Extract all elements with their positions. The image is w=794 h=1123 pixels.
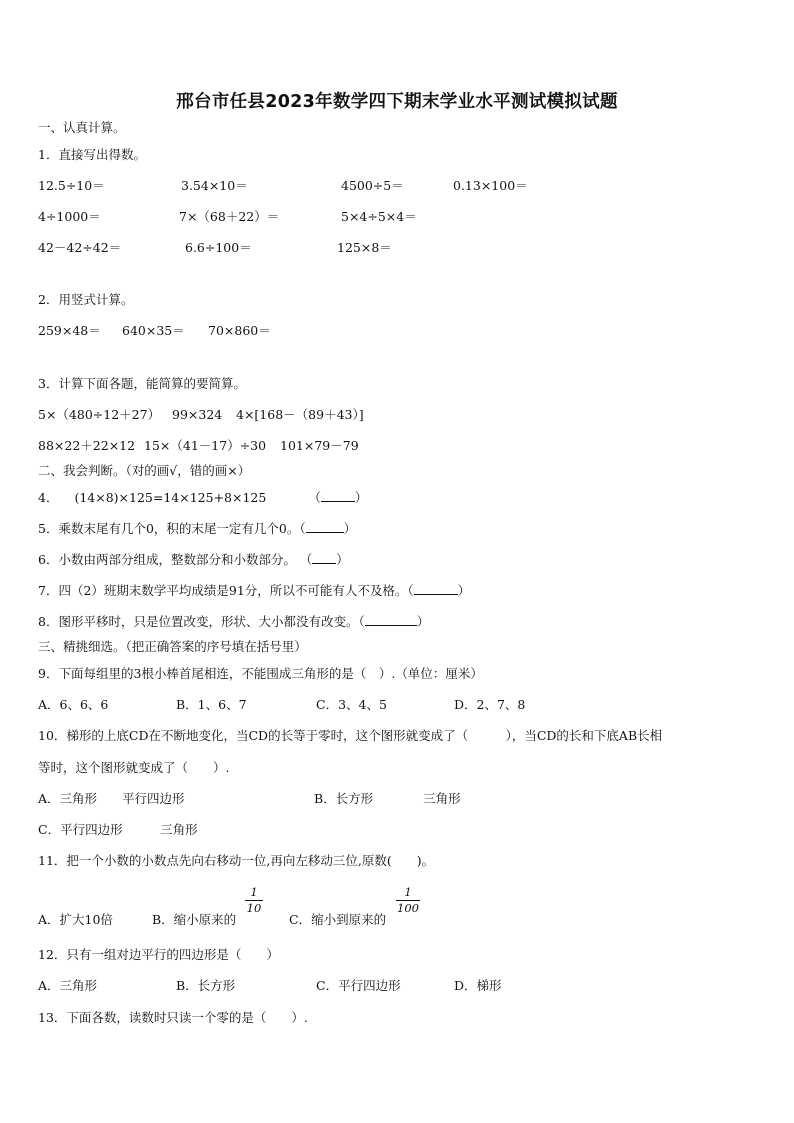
fraction-numerator: 1 (404, 885, 412, 899)
choice-option[interactable]: A．三角形 (38, 978, 98, 993)
question-1-stem: 1．直接写出得数。 (38, 147, 146, 162)
page-title: 邢台市任县2023年数学四下期末学业水平测试模拟试题 (176, 92, 618, 112)
choice-option[interactable]: A．扩大10倍 (38, 912, 113, 927)
calc-item: 4÷1000＝ (38, 209, 101, 224)
paren-open: （ (299, 521, 306, 536)
judge-statement: 乘数末尾有几个0，积的末尾一定有几个0。 (58, 521, 300, 536)
fraction-one-hundredth (396, 886, 420, 915)
paren-open: （ (358, 614, 365, 629)
section-heading-1: 一、认真计算。 (38, 120, 126, 135)
simplify-item: 99×324 (172, 407, 223, 422)
vertical-calc-item: 259×48＝ (38, 323, 101, 338)
simplify-item: 15×（41－17）÷30 (144, 438, 267, 453)
judge-statement: (14×8)×125=14×125+8×125 (74, 490, 267, 505)
calc-item: 12.5÷10＝ (38, 178, 105, 193)
answer-blank[interactable] (365, 614, 417, 626)
calc-item: 6.6÷100＝ (185, 240, 252, 255)
calc-item: 0.13×100＝ (453, 178, 528, 193)
judge-statement: 图形平移时，只是位置改变，形状、大小都没有改变。 (58, 614, 359, 629)
judge-number: 5． (38, 521, 59, 536)
question-9-stem: 9．下面每组里的3根小棒首尾相连，不能围成三角形的是（ ）.（单位：厘米） (38, 666, 483, 681)
question-10-stem-line2: 等时，这个图形就变成了（ ）. (38, 760, 230, 775)
fraction-one-tenth (245, 886, 263, 915)
calc-item: 5×4÷5×4＝ (341, 209, 417, 224)
calc-item: 7×（68＋22）＝ (179, 209, 280, 224)
choice-option[interactable]: C．平行四边形 三角形 (38, 822, 198, 837)
vertical-calc-item: 640×35＝ (122, 323, 185, 338)
vertical-calc-item: 70×860＝ (208, 323, 271, 338)
answer-blank[interactable] (312, 552, 336, 564)
fraction-denominator: 10 (246, 901, 262, 915)
simplify-item: 101×79－79 (280, 438, 359, 453)
paren-close: ） (457, 583, 471, 598)
judge-answer-slot[interactable] (407, 583, 470, 598)
calc-item: 4500÷5＝ (341, 178, 404, 193)
judge-answer-slot[interactable] (299, 521, 356, 536)
question-10-stem-line1: 10．梯形的上底CD在不断地变化，当CD的长等于零时，这个图形就变成了（ ），当CD的长和下底AB长相 (38, 728, 663, 743)
judge-number: 4． (38, 490, 59, 505)
section-heading-2: 二、我会判断。（对的画√，错的画×） (38, 463, 251, 478)
choice-option[interactable]: B．1、6、7 (176, 697, 247, 712)
simplify-item: 88×22＋22×12 (38, 438, 136, 453)
judge-number: 6． (38, 552, 59, 567)
judge-statement: 小数由两部分组成，整数部分和小数部分。 (58, 552, 296, 567)
paren-close: ） (336, 552, 349, 567)
section-heading-3: 三、精挑细选。（把正确答案的序号填在括号里） (38, 639, 307, 654)
question-2-stem: 2．用竖式计算。 (38, 292, 134, 307)
judge-number: 7． (38, 583, 59, 598)
judge-statement: 四（2）班期末数学平均成绩是91分，所以不可能有人不及格。 (58, 583, 408, 598)
paren-close: ） (354, 490, 368, 505)
paren-close: ） (343, 521, 357, 536)
choice-option[interactable]: C．3、4、5 (316, 697, 387, 712)
choice-option[interactable]: A．6、6、6 (38, 697, 109, 712)
paren-close: ） (416, 614, 430, 629)
fraction-denominator: 100 (397, 901, 419, 915)
choice-option[interactable]: B．缩小原来的 (152, 912, 237, 927)
judge-item-4 (38, 490, 367, 506)
judge-answer-slot[interactable] (308, 490, 367, 505)
paren-open: （ (305, 552, 313, 567)
judge-item-5 (38, 521, 356, 537)
choice-option[interactable]: C．平行四边形 (316, 978, 401, 993)
judge-number: 8． (38, 614, 59, 629)
choice-option[interactable]: A．三角形 平行四边形 (38, 791, 185, 806)
calc-item: 42－42÷42＝ (38, 240, 122, 255)
calc-item: 125×8＝ (337, 240, 392, 255)
answer-blank[interactable] (414, 583, 458, 595)
answer-blank[interactable] (306, 521, 344, 533)
judge-item-8 (38, 614, 429, 630)
simplify-item: 4×[168－（89＋43）] (236, 407, 364, 422)
question-11-stem: 11．把一个小数的小数点先向右移动一位,再向左移动三位,原数( )。 (38, 853, 435, 868)
question-12-stem: 12．只有一组对边平行的四边形是（ ） (38, 947, 279, 962)
calc-item: 3.54×10＝ (181, 178, 248, 193)
judge-answer-slot[interactable] (306, 552, 349, 567)
question-13-stem: 13．下面各数，读数时只读一个零的是（ ）. (38, 1010, 308, 1025)
question-3-stem: 3．计算下面各题，能简算的要简算。 (38, 376, 246, 391)
choice-option[interactable]: B．长方形 三角形 (314, 791, 461, 806)
choice-option[interactable]: C．缩小到原来的 (289, 912, 387, 927)
judge-item-7 (38, 583, 470, 599)
choice-option[interactable]: D．梯形 (454, 978, 502, 993)
judge-item-6 (38, 552, 349, 568)
fraction-numerator: 1 (250, 885, 258, 899)
paren-open: （ (308, 490, 321, 505)
simplify-item: 5×（480÷12＋27） (38, 407, 161, 422)
paren-open: （ (407, 583, 414, 598)
choice-option[interactable]: D．2、7、8 (454, 697, 526, 712)
choice-option[interactable]: B．长方形 (176, 978, 236, 993)
judge-answer-slot[interactable] (358, 614, 429, 629)
answer-blank[interactable] (321, 490, 355, 502)
